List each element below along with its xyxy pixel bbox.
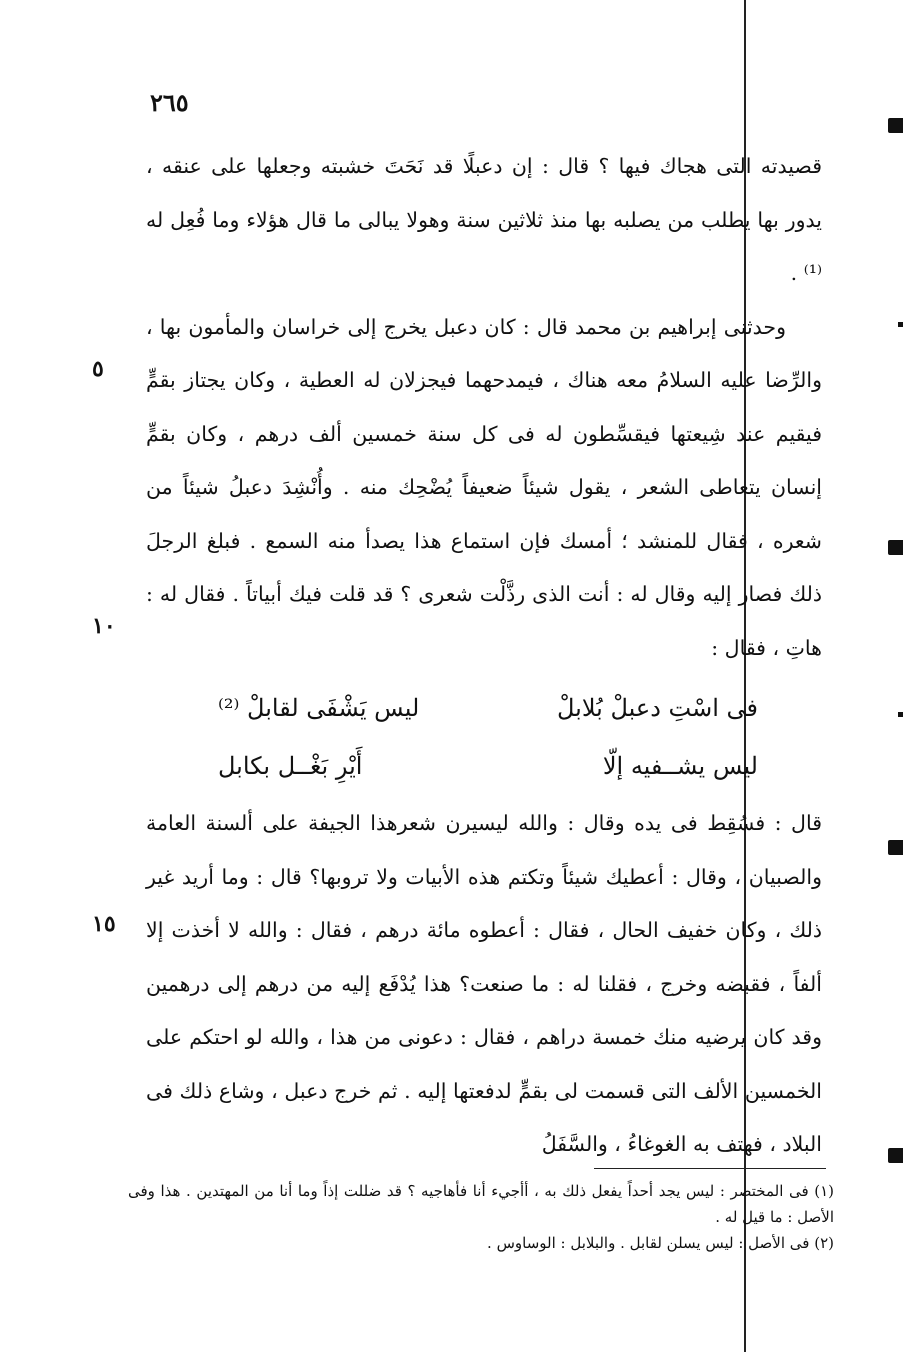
paragraph-2: وحدثنى إبراهيم بن محمد قال : كان دعبل يخرج إلى خراسان والمأمون بها ، والرِّضا عليه السلامُ معه هناك ، فيمدحهما فيجزلان له العطية ، وكان يجتاز بقمٍّ فيقيم عند شِيعتها فيقسِّطون له فى كل سنة خمسين ألف درهم ، وكان بقمٍّ إنسان يتعاطى الشعر ، يقول شيئاً ضعيفاً يُضْحِك منه . وأُنْشِدَ دعبلُ شيئاً من شعره ، فقال للمنشد ؛ أمسك فإن استماع هذا يصدأ منه السمع . فبلغ الرجلَ ذلك فصار إليه وقال له : أنت الذى رذَّلْت شعرى ؟ قد قلت فيك أبياتاً . فقال له : هاتِ ، فقال : bbox=[146, 314, 822, 660]
verse-2-second-hemistich: أَيْرِ بَغْــل بكابل bbox=[218, 752, 363, 780]
line-number-10: ١٠ bbox=[92, 613, 116, 639]
verse-1-second-hemistich: ليس يَشْفَى لقابلْ ⁽²⁾ bbox=[218, 694, 420, 722]
scan-edge-dot bbox=[898, 322, 903, 327]
page-number: ٢٦٥ bbox=[150, 88, 189, 117]
footnotes bbox=[128, 1178, 834, 1256]
paragraph-3: قال : فسُقِط فى يده وقال : والله ليسيرن شعرهذا الجيفة على ألسنة العامة والصبيان ، وقال : أعطيك شيئاً وتكتم هذه الأبيات ولا تروبها؟ قال : وما أريد غير ذلك ، وكان خفيف الحال ، فقال : أعطوه مائة درهم ، فقال : والله لا أخذت إلا ألفاً ، فقبضه وخرج ، فقلنا له : ما صنعت؟ هذا يُدْفَع إليه من درهم إلى درهمين وقد كان يرضيه منك خمسة دراهم ، فقال : دعونى من هذا ، والله لو احتكم على الخمسين الألف التى قسمت لى بقمٍّ لدفعتها إليه . ثم خرج دعبل ، وشاع ذلك فى البلاد ، فهتف به الغوغاءُ ، والسَّفَلُ bbox=[146, 811, 822, 1156]
scan-edge-mark bbox=[888, 1148, 903, 1163]
scan-edge-mark bbox=[888, 540, 903, 555]
scan-edge-mark bbox=[888, 840, 903, 855]
verse-line-2 bbox=[218, 737, 758, 795]
scan-edge-mark bbox=[888, 118, 903, 133]
verse-2-first-hemistich: ليس يشــفيه إلّا bbox=[602, 752, 758, 780]
footnote-2: (٢) فى الأصل : ليس يسلن لقابل . والبلابل : الوساوس . bbox=[487, 1234, 834, 1252]
scan-edge-dot bbox=[898, 712, 903, 717]
footnote-1: (١) فى المختصر : ليس يجد أحداً يفعل ذلك به ، أأجيء أنا فأهاجيه ؟ قد ضللت إذاً وما أنا من المهتدين . هذا وفى الأصل : ما قيل له . bbox=[128, 1182, 834, 1226]
main-text bbox=[146, 140, 822, 1172]
poem bbox=[146, 675, 822, 797]
footnote-divider bbox=[594, 1168, 826, 1169]
line-number-15: ١٥ bbox=[92, 911, 116, 937]
paragraph-1: قصيدته التى هجاك فيها ؟ قال : إن دعبلًا قد نَحَتَ خشبته وجعلها على عنقه ، يدور بها يطلب من يصلبه بها منذ ثلاثين سنة وهولا يبالى ما قال هؤلاء وما فُعِل له ⁽¹⁾ . bbox=[146, 154, 822, 285]
verse-line-1 bbox=[218, 679, 758, 737]
line-number-5: ٥ bbox=[92, 356, 104, 382]
verse-1-first-hemistich: فى اسْتِ دعبلْ بُلابلْ bbox=[557, 694, 758, 722]
